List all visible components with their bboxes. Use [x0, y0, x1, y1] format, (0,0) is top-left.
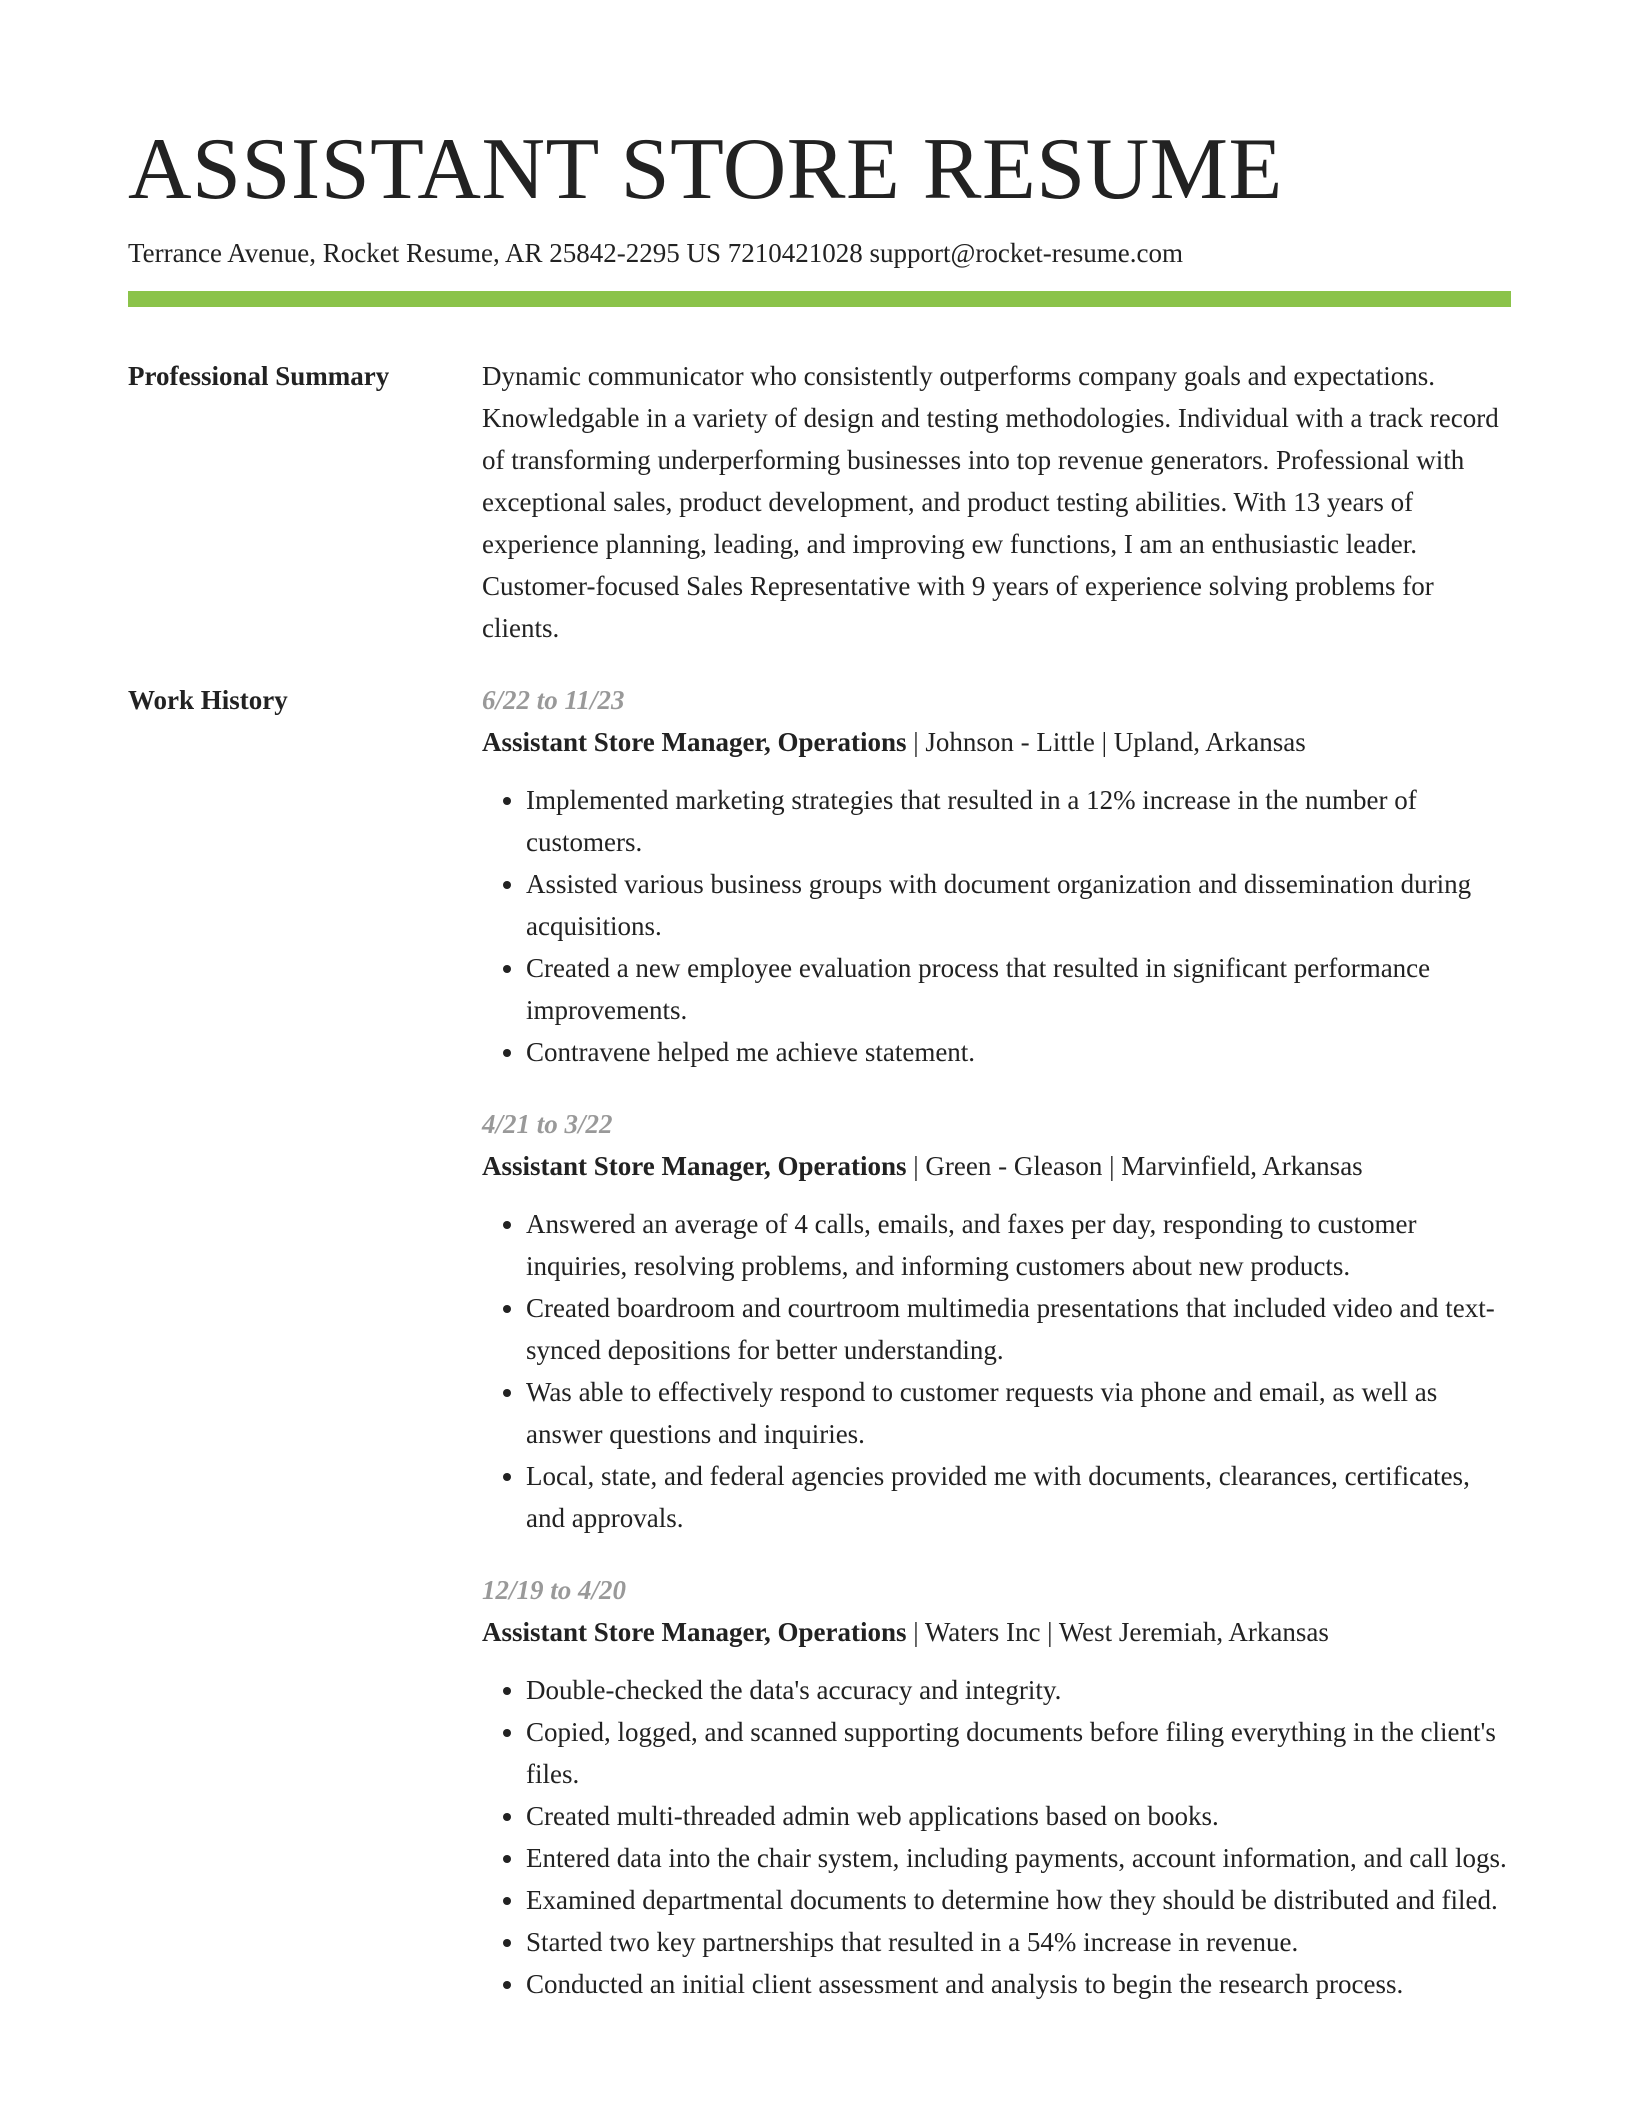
section-label: Professional Summary — [128, 361, 390, 391]
bullet-item: • Local, state, and federal agencies provided me with documents, clearances, certificates, and approvals. — [526, 1455, 1511, 1539]
job-entry — [482, 1569, 1511, 2005]
job-bullets — [482, 1669, 1511, 2005]
job-entry — [482, 679, 1511, 1073]
job-heading — [482, 1611, 1511, 1653]
job-dates: 4/21 to 3/22 — [482, 1109, 613, 1139]
resume-title: ASSISTANT STORE RESUME — [128, 121, 1283, 218]
bullet-item: • Examined departmental documents to determine how they should be distributed and filed. — [526, 1879, 1511, 1921]
contact-info: Terrance Avenue, Rocket Resume, AR 25842-2295 US 7210421028 support@rocket-resume.com — [128, 238, 1184, 268]
job-details: | Johnson - Little | Upland, Arkansas — [906, 727, 1306, 757]
header-divider — [128, 291, 1511, 307]
professional-summary-section — [128, 355, 1511, 649]
job-details: | Waters Inc | West Jeremiah, Arkansas — [906, 1617, 1329, 1647]
section-content — [482, 679, 1511, 2035]
job-entry — [482, 1103, 1511, 1539]
bullet-item: • Created a new employee evaluation process that resulted in significant performance improvements. — [526, 947, 1511, 1031]
bullet-item: • Assisted various business groups with document organization and dissemination during acquisitions. — [526, 863, 1511, 947]
bullet-item: • Double-checked the data's accuracy and integrity. — [526, 1669, 1511, 1711]
bullet-item: • Conducted an initial client assessment and analysis to begin the research process. — [526, 1963, 1511, 2005]
job-dates: 6/22 to 11/23 — [482, 685, 625, 715]
bullet-item: • Created multi-threaded admin web applications based on books. — [526, 1795, 1511, 1837]
job-title: Assistant Store Manager, Operations — [482, 727, 907, 757]
section-label: Work History — [128, 685, 288, 715]
job-details: | Green - Gleason | Marvinfield, Arkansas — [906, 1151, 1363, 1181]
bullet-item: • Created boardroom and courtroom multimedia presentations that included video and text-synced depositions for better understanding. — [526, 1287, 1511, 1371]
job-heading — [482, 721, 1511, 763]
bullet-item: • Implemented marketing strategies that resulted in a 12% increase in the number of customers. — [526, 779, 1511, 863]
job-bullets — [482, 779, 1511, 1073]
bullet-item: • Was able to effectively respond to customer requests via phone and email, as well as answer questions and inquiries. — [526, 1371, 1511, 1455]
section-content — [482, 355, 1511, 649]
job-dates: 12/19 to 4/20 — [482, 1575, 627, 1605]
bullet-item: • Answered an average of 4 calls, emails, and faxes per day, responding to customer inquiries, resolving problems, and informing customers about new products. — [526, 1203, 1511, 1287]
job-title: Assistant Store Manager, Operations — [482, 1151, 907, 1181]
bullet-item: • Copied, logged, and scanned supporting documents before filing everything in the client's files. — [526, 1711, 1511, 1795]
summary-text: Dynamic communicator who consistently outperforms company goals and expectations. Knowledgable in a variety of design and testing methodologies. Individual with a track record of transforming underperforming businesses into top revenue generators. Professional with exceptional sales, product development, and product testing abilities. With 13 years of experience planning, leading, and improving ew functions, I am an enthusiastic leader. Customer-focused Sales Representative with 9 years of experience solving problems for clients. — [482, 361, 1499, 643]
bullet-item: • Contravene helped me achieve statement. — [526, 1031, 1511, 1073]
job-heading — [482, 1145, 1511, 1187]
job-title: Assistant Store Manager, Operations — [482, 1617, 907, 1647]
work-history-section — [128, 679, 1511, 2035]
job-bullets — [482, 1203, 1511, 1539]
bullet-item: • Started two key partnerships that resulted in a 54% increase in revenue. — [526, 1921, 1511, 1963]
bullet-item: • Entered data into the chair system, including payments, account information, and call logs. — [526, 1837, 1511, 1879]
